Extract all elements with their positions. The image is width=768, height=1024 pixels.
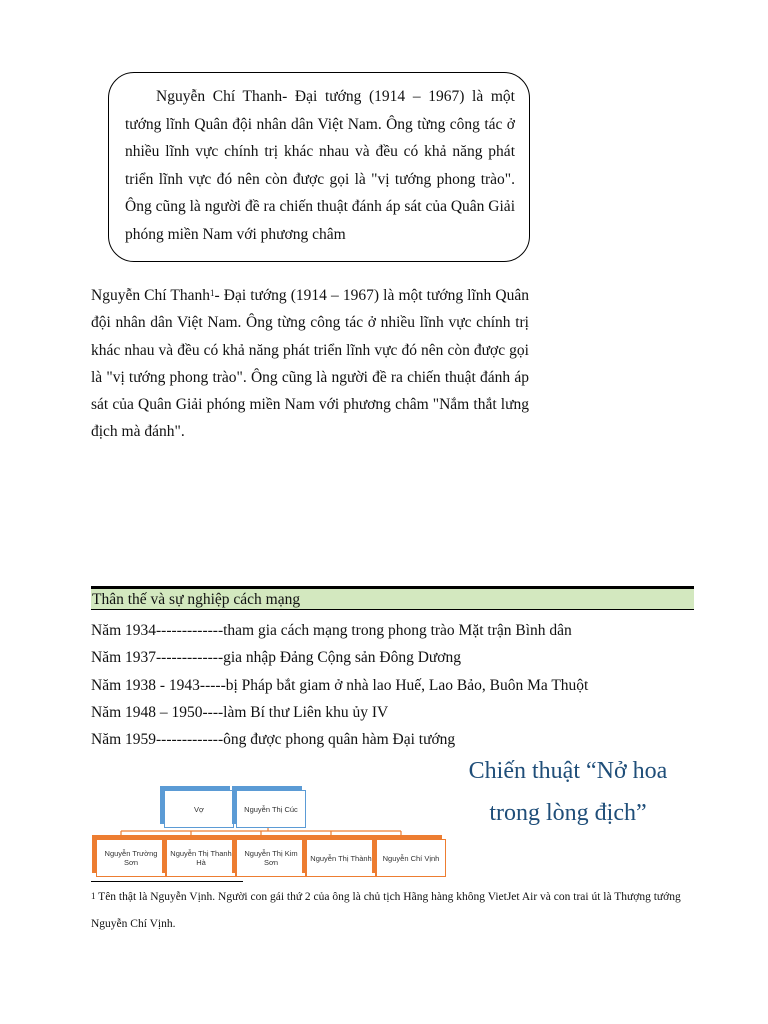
section-heading-bar: [91, 586, 694, 610]
child-node: [236, 839, 306, 877]
intro-paragraph: [91, 282, 529, 446]
timeline-item: Năm 1959-------------ông được phong quân hàm Đại tướng: [91, 731, 456, 749]
child-node: [166, 839, 236, 877]
tactic-title-line-1: Chiến thuật “Nở hoa: [468, 758, 668, 784]
person-name: Nguyễn Chí Thanh: [91, 287, 210, 304]
footnote-number: 1: [91, 891, 96, 901]
child-name: Nguyễn Thị Kim Sơn: [244, 849, 298, 867]
footnote-reference[interactable]: 1: [210, 288, 215, 298]
footnote: [91, 884, 696, 938]
callout-text: Nguyễn Chí Thanh- Đại tướng (1914 – 1967) là một tướng lĩnh Quân đội nhân dân Việt Nam. Ông từng công tác ở nhiều lĩnh vực chính trị khác nhau và đều có khả năng phát triển lĩnh vực đó nên còn được gọi là "vị tướng phong trào". Ông cũng là người đề ra chiến thuật đánh áp sát của Quân Giải phóng miền Nam với phương châm: [125, 88, 515, 243]
timeline-item: Năm 1937-------------gia nhập Đảng Cộng sản Đông Dương: [91, 649, 461, 667]
child-node: [306, 839, 376, 877]
child-name: Nguyễn Thị Thanh Hà: [170, 849, 232, 867]
child-node: [96, 839, 166, 877]
career-timeline: [91, 617, 691, 753]
child-name: Nguyễn Chí Vịnh: [382, 853, 440, 863]
timeline-item: Năm 1948 – 1950----làm Bí thư Liên khu ủy IV: [91, 703, 389, 721]
timeline-item: Năm 1938 - 1943-----bị Pháp bắt giam ở nhà lao Huế, Lao Bảo, Buôn Ma Thuột: [91, 676, 589, 694]
spouse-name-node: [236, 790, 306, 828]
footnote-text: Tên thật là Nguyễn Vịnh. Người con gái thứ 2 của ông là chủ tịch Hãng hàng không VietJet Air và con trai út là Thượng tướng Nguyễn Chí Vịnh.: [91, 891, 681, 930]
spouse-label: Vợ: [194, 804, 204, 814]
tactic-title-line-2: trong lòng địch”: [489, 800, 647, 826]
footnote-separator: [91, 881, 243, 882]
child-name: Nguyễn Trường Sơn: [104, 849, 158, 867]
child-name: Nguyễn Thị Thành: [310, 853, 372, 863]
timeline-item: Năm 1934-------------tham gia cách mạng trong phong trào Mặt trận Bình dân: [91, 622, 572, 639]
spouse-name: Nguyễn Thị Cúc: [244, 804, 298, 814]
callout-box: [108, 72, 530, 262]
child-node: [376, 839, 446, 877]
section-heading: Thân thế và sự nghiệp cách mạng: [92, 591, 301, 608]
intro-text: - Đại tướng (1914 – 1967) là một tướng lĩnh Quân đội nhân dân Việt Nam. Ông từng công tác ở nhiều lĩnh vực chính trị khác nhau và đều có khả năng phát triển lĩnh vực đó nên còn được gọi là "vị tướng phong trào". Ông cũng là người đề ra chiến thuật đánh áp sát của Quân Giải phóng miền Nam với phương châm "Nắm thắt lưng địch mà đánh".: [91, 287, 529, 441]
tactic-title: [448, 750, 688, 834]
spouse-label-node: [164, 790, 234, 828]
family-org-chart: [88, 782, 448, 882]
